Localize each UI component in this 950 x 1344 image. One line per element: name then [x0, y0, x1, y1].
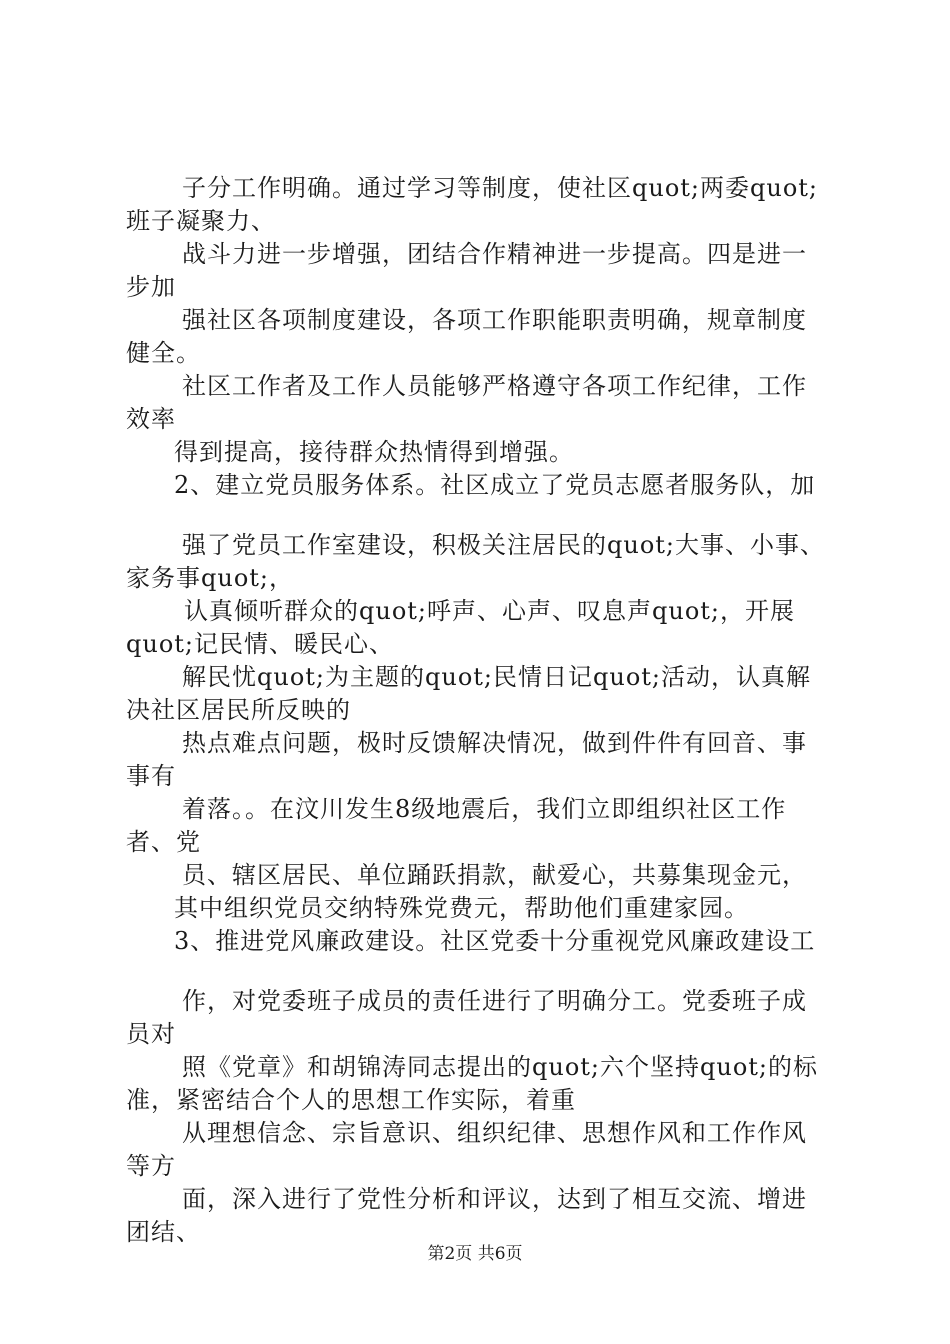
text-line: 步加: [126, 273, 176, 301]
text-line: 班子凝聚力、: [126, 207, 276, 235]
text-line: 事有: [126, 762, 176, 790]
text-line: 解民忧quot;为主题的quot;民情日记quot;活动，认真解: [182, 663, 811, 691]
text-line: 员对: [126, 1020, 176, 1048]
text-line: 子分工作明确。通过学习等制度，使社区quot;两委quot;: [182, 174, 818, 202]
text-line: 3、推进党风廉政建设。社区党委十分重视党风廉政建设工: [174, 927, 816, 955]
text-line: 决社区居民所反映的: [126, 696, 351, 724]
text-line: 从理想信念、宗旨意识、组织纪律、思想作风和工作作风: [182, 1119, 807, 1147]
document-body: [126, 172, 838, 1249]
text-line: 作，对党委班子成员的责任进行了明确分工。党委班子成: [182, 987, 807, 1015]
text-line: 员、辖区居民、单位踊跃捐款，献爱心，共募集现金元，: [182, 861, 807, 889]
text-line: 照《党章》和胡锦涛同志提出的quot;六个坚持quot;的标: [182, 1053, 818, 1081]
paragraph-gap: [126, 502, 838, 529]
paragraph-gap: [126, 958, 838, 985]
text-line: 着落。。在汶川发生8级地震后，我们立即组织社区工作: [182, 795, 787, 823]
text-line: 强社区各项制度建设，各项工作职能职责明确，规章制度: [182, 306, 807, 334]
page-footer: 第2页 共6页: [427, 1244, 523, 1264]
text-line: 面，深入进行了党性分析和评议，达到了相互交流、增进: [182, 1185, 807, 1213]
text-line: 其中组织党员交纳特殊党费元，帮助他们重建家园。: [174, 894, 749, 922]
text-line: 认真倾听群众的quot;呼声、心声、叹息声quot;，开展: [184, 597, 795, 625]
text-line: 战斗力进一步增强，团结合作精神进一步提高。四是进一: [182, 240, 807, 268]
text-line: 强了党员工作室建设，积极关注居民的quot;大事、小事、: [182, 531, 825, 559]
text-line: 健全。: [126, 339, 201, 367]
text-line: 等方: [126, 1152, 176, 1180]
text-line: 家务事quot;，: [126, 564, 294, 592]
text-line: 者、党: [126, 828, 201, 856]
text-line: 效率: [126, 405, 176, 433]
text-line: quot;记民情、暖民心、: [126, 630, 394, 658]
text-line: 2、建立党员服务体系。社区成立了党员志愿者服务队，加: [174, 471, 816, 499]
text-line: 热点难点问题，极时反馈解决情况，做到件件有回音、事: [182, 729, 807, 757]
text-line: 团结、: [126, 1218, 201, 1246]
text-line: 社区工作者及工作人员能够严格遵守各项工作纪律，工作: [182, 372, 807, 400]
text-line: 准，紧密结合个人的思想工作实际，着重: [126, 1086, 576, 1114]
text-line: 得到提高，接待群众热情得到增强。: [174, 438, 574, 466]
